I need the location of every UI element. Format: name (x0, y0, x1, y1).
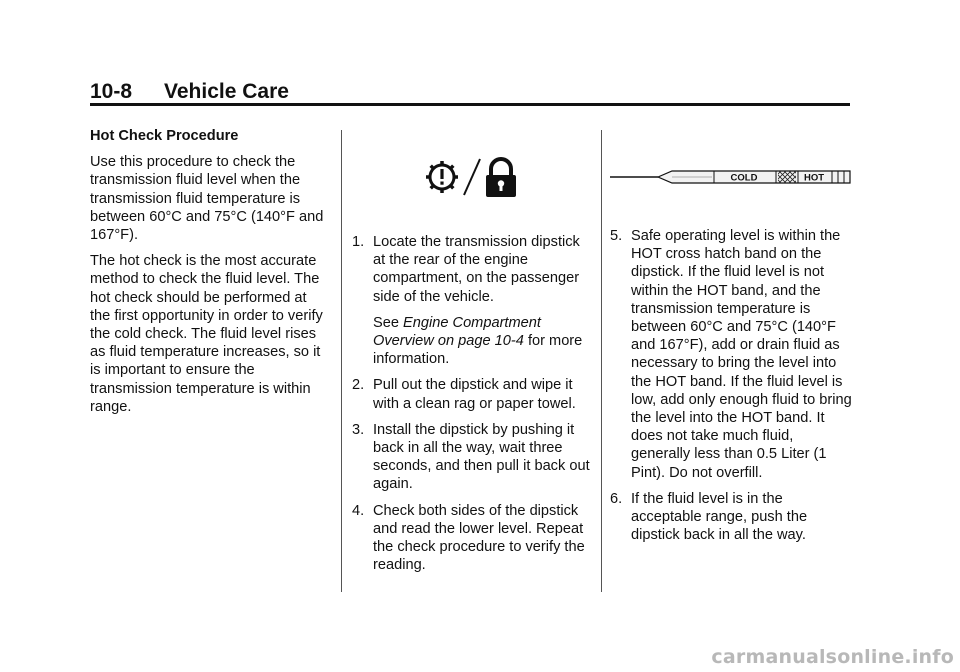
step-number: 1. (352, 234, 365, 250)
list-item (352, 376, 592, 412)
list-item (610, 490, 855, 545)
section-title: Vehicle Care (164, 80, 289, 103)
list-item (352, 233, 592, 368)
cross-reference (373, 314, 592, 369)
steps-list (610, 227, 855, 544)
lock-icon (486, 159, 516, 197)
dipstick-diagram (610, 127, 855, 227)
page-header (90, 80, 850, 104)
step-number: 6. (610, 490, 623, 507)
paragraph: The hot check is the most accurate method to check the fluid level. The hot check should be performed at the first opportunity in order to verify the cold check. The fluid level rises as fluid temperature increases, so it is important to ensure the transmission temperature is within range. (90, 253, 323, 415)
column-steps-5-6 (610, 127, 855, 552)
slash-divider (464, 159, 480, 195)
see-prefix: See (373, 314, 399, 331)
procedure-heading: Hot Check Procedure (90, 128, 239, 144)
page-number: 10-8 (90, 80, 133, 103)
column-divider (601, 130, 602, 592)
column-hot-check (90, 127, 330, 424)
cross-reference-link[interactable]: Engine Compartment Overview on page 10-4 (373, 314, 541, 350)
dipstick-figure (610, 127, 855, 227)
step-text: Pull out the dipstick and wipe it with a clean rag or paper towel. (373, 377, 576, 412)
gear-warning-icon (426, 161, 458, 193)
step-text: Check both sides of the dipstick and read the lower level. Repeat the check procedure to verify the reading. (373, 502, 585, 574)
step-text: Safe operating level is within the HOT cross hatch band on the dipstick. If the fluid level is not within the HOT band, and the transmission temperature is between 60°C and 75°C (140°F and 167°F), add or drain fluid as necessary to bring the level into the HOT band. If the fluid level is low, add only enough fluid to bring the level into the HOT band. It does not take much fluid, generally less than 0.5 Liter (1 Pint). Do not overfill. (631, 228, 852, 481)
hatch-band (778, 171, 796, 183)
watermark: carmanualsonline.info (711, 646, 954, 668)
see-suffix: for more information. (373, 333, 583, 368)
paragraph: Use this procedure to check the transmission fluid level when the transmission fluid temperature is between 60°C and 75°C (140°F and 167°F). (90, 154, 324, 244)
hot-label: HOT (803, 172, 825, 184)
step-text: If the fluid level is in the acceptable range, push the dipstick back in all the way. (631, 490, 808, 544)
step-number: 3. (352, 421, 365, 438)
list-item (352, 421, 592, 494)
column-steps-1-4 (352, 127, 592, 582)
step-number: 4. (352, 502, 365, 519)
step-number: 5. (610, 228, 623, 244)
step-text: Locate the transmission dipstick at the rear of the engine compartment, on the passenger side of the vehicle. (373, 234, 580, 305)
list-item (352, 502, 592, 575)
column-divider (341, 130, 342, 592)
step-text: Install the dipstick by pushing it back in all the way, wait three seconds, and then pull it back out again. (373, 421, 590, 493)
header-rule (90, 103, 850, 106)
list-item (610, 227, 855, 482)
transmission-warning-symbols (422, 145, 522, 209)
warning-symbols-figure (352, 127, 592, 227)
cold-label: COLD (730, 172, 758, 184)
step-number: 2. (352, 377, 365, 394)
steps-list (352, 233, 592, 574)
